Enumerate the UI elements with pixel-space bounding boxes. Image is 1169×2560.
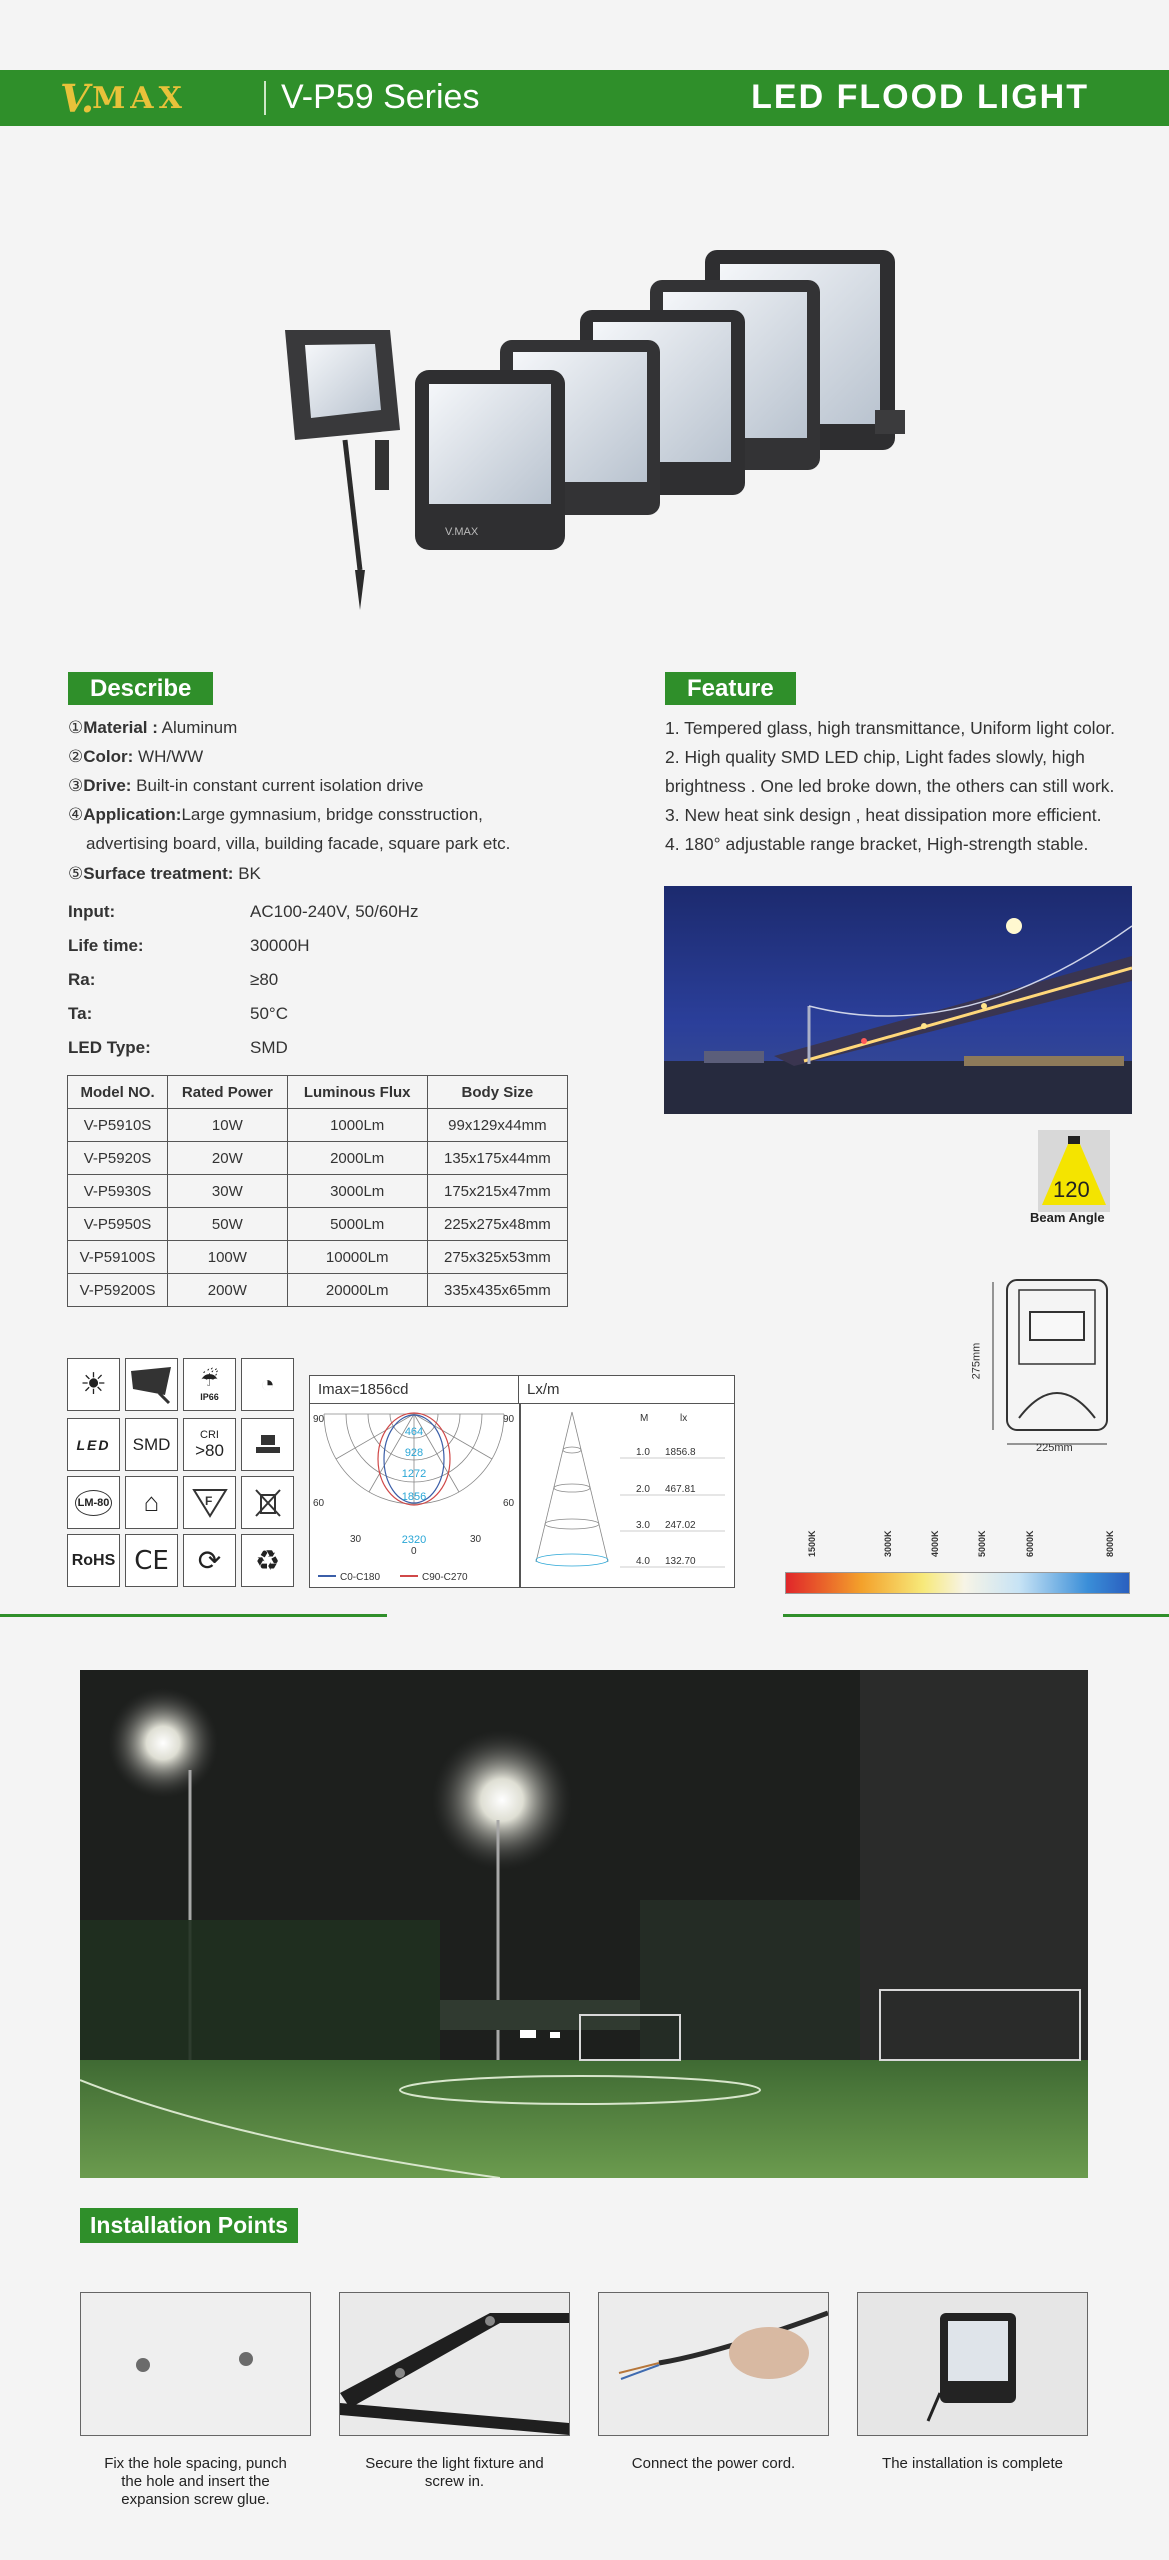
table-row	[68, 1175, 568, 1208]
install-step-2-caption	[339, 2455, 570, 2491]
table-cell: 100W	[168, 1241, 288, 1274]
angle-label: 90	[313, 1414, 325, 1425]
table-header-cell: Rated Power	[168, 1076, 288, 1109]
bridge-night-photo	[664, 886, 1132, 1114]
photometric-diagram	[309, 1375, 735, 1588]
table-cell: 20000Lm	[287, 1274, 427, 1307]
caption-line: Connect the power cord.	[631, 2455, 796, 2472]
item-number: ⑤	[68, 864, 84, 883]
cri-label: CRI	[200, 1428, 219, 1441]
caption-line: The installation is complete	[882, 2455, 1063, 2472]
ip66-label: IP66	[200, 1392, 219, 1402]
describe-item-surface	[68, 864, 261, 884]
item-label: Application:	[83, 805, 182, 824]
item-value: BK	[233, 864, 261, 883]
smd-icon	[125, 1418, 178, 1471]
table-header-cell: Body Size	[427, 1076, 567, 1109]
angle-label: 60	[503, 1498, 515, 1509]
cct-label: 8000K	[1105, 1530, 1115, 1557]
caption-line: the hole and insert the	[121, 2473, 270, 2490]
table-cell: 10000Lm	[287, 1241, 427, 1274]
describe-item-material	[68, 718, 237, 738]
lxm-label: Lx/m	[527, 1381, 560, 1398]
spec-ra-label: Ra:	[68, 970, 96, 989]
table-row	[68, 1109, 568, 1142]
illuminance-lux: 467.81	[665, 1484, 696, 1495]
spec-ledtype-value: SMD	[250, 1038, 288, 1057]
beam-angle-label: Beam Angle	[1030, 1210, 1105, 1225]
svg-text:F: F	[204, 1493, 212, 1508]
feature-line: 1. Tempered glass, high transmittance, Uniform light color.	[665, 718, 1116, 738]
logo-text: MAX	[92, 80, 187, 116]
feature-line: brightness . One led broke down, the others can still work.	[665, 776, 1115, 796]
table-cell: 30W	[168, 1175, 288, 1208]
table-cell: V-P59100S	[68, 1241, 168, 1274]
table-cell: 99x129x44mm	[427, 1109, 567, 1142]
spec-ta-value: 50°C	[250, 1004, 288, 1023]
illuminance-lux: 247.02	[665, 1520, 696, 1531]
polar-value-label: 2320	[401, 1534, 427, 1546]
table-cell: V-P5920S	[68, 1142, 168, 1175]
spec-lifetime-label: Life time:	[68, 936, 144, 955]
illuminance-distance: 3.0	[636, 1520, 650, 1531]
item-number: ④	[68, 805, 84, 824]
polar-value-label: 464	[404, 1426, 424, 1438]
install-step-3-photo	[598, 2292, 829, 2436]
spec-ledtype-label: LED Type:	[68, 1038, 151, 1057]
logo-mark: V.	[60, 75, 93, 121]
ce-label: CE	[134, 1545, 169, 1576]
table-cell: 3000Lm	[287, 1175, 427, 1208]
svg-text:V.MAX: V.MAX	[445, 526, 479, 538]
table-cell: V-P5930S	[68, 1175, 168, 1208]
series-title: V-P59 Series	[281, 78, 480, 116]
section-divider	[783, 1614, 1169, 1617]
item-value: Large gymnasium, bridge consstruction,	[181, 805, 483, 824]
spec-ta-label: Ta:	[68, 1004, 93, 1023]
table-cell: 5000Lm	[287, 1208, 427, 1241]
models-table	[67, 1075, 568, 1307]
polar-value-label: 1272	[401, 1468, 427, 1480]
rohs-icon	[67, 1534, 120, 1587]
polar-value-label: 928	[404, 1447, 424, 1459]
product-lineup-image	[275, 240, 935, 620]
install-step-4-caption	[857, 2455, 1088, 2473]
angle-label: 30	[350, 1534, 362, 1545]
item-label: Material :	[83, 718, 158, 737]
item-value: advertising board, villa, building facade, square park etc.	[86, 834, 511, 853]
feature-line: 2. High quality SMD LED chip, Light fades slowly, high	[665, 747, 1085, 767]
cct-gradient-bar	[785, 1572, 1130, 1594]
caption-line: expansion screw glue.	[121, 2491, 270, 2508]
describe-heading: Describe	[68, 672, 213, 705]
cct-label: 1500K	[807, 1530, 817, 1557]
ip66-icon: ☔ IP66	[183, 1358, 236, 1411]
angle-label: 60	[313, 1498, 325, 1509]
smd-label: SMD	[132, 1434, 171, 1454]
spec-lifetime-value: 30000H	[250, 936, 310, 955]
dimension-width: 225mm	[1036, 1442, 1073, 1454]
describe-item-application	[68, 805, 483, 825]
feature-heading: Feature	[665, 672, 796, 705]
table-row	[68, 1208, 568, 1241]
mount-icon	[241, 1418, 294, 1471]
angle-label: 90	[503, 1414, 515, 1425]
caption-line: Secure the light fixture and	[365, 2455, 544, 2472]
cri-value: >80	[195, 1440, 224, 1460]
led-label: LED	[76, 1436, 111, 1453]
table-cell: V-P59200S	[68, 1274, 168, 1307]
brand-logo	[60, 76, 187, 120]
table-cell: 10W	[168, 1109, 288, 1142]
item-value: WH/WW	[133, 747, 204, 766]
item-label: Color:	[83, 747, 134, 766]
table-row	[68, 1241, 568, 1274]
spec-ra-value: ≥80	[250, 970, 279, 989]
spec-input-label: Input:	[68, 902, 116, 921]
imax-cell	[310, 1376, 519, 1404]
table-header-cell: Luminous Flux	[287, 1076, 427, 1109]
table-header-row	[68, 1076, 568, 1109]
table-cell: 2000Lm	[287, 1142, 427, 1175]
item-number: ③	[68, 776, 84, 795]
beam-angle-value: 120	[1053, 1177, 1090, 1202]
angle-bracket-icon	[125, 1358, 178, 1411]
legend-c0: C0-C180	[340, 1572, 381, 1583]
install-step-1-photo	[80, 2292, 311, 2436]
weee-bin-icon	[241, 1476, 294, 1529]
lifetime-icon: ◔	[241, 1358, 294, 1411]
item-value: Built-in constant current isolation drive	[131, 776, 424, 795]
install-step-4-photo	[857, 2292, 1088, 2436]
table-cell: 175x215x47mm	[427, 1175, 567, 1208]
table-cell: 20W	[168, 1142, 288, 1175]
indoor-house-icon: ⌂	[125, 1476, 178, 1529]
install-step-1-caption	[80, 2455, 311, 2509]
lm80-icon	[67, 1476, 120, 1529]
cct-color-scale	[785, 1525, 1130, 1600]
f-mark-icon	[183, 1476, 236, 1529]
installation-heading: Installation Points	[80, 2208, 298, 2243]
illuminance-lux: 132.70	[665, 1556, 696, 1567]
describe-item-application-cont	[86, 834, 510, 854]
table-cell: 135x175x44mm	[427, 1142, 567, 1175]
ce-icon	[125, 1534, 178, 1587]
product-type-title: LED FLOOD LIGHT	[751, 78, 1089, 116]
table-cell: 225x275x48mm	[427, 1208, 567, 1241]
illuminance-head-m: M	[640, 1413, 649, 1424]
led-icon	[67, 1418, 120, 1471]
cct-label: 4000K	[930, 1530, 940, 1557]
install-step-2-photo	[339, 2292, 570, 2436]
header-banner	[0, 70, 1169, 126]
polar-curve-plot	[310, 1404, 519, 1589]
illuminance-cone-plot	[520, 1404, 734, 1589]
cct-label: 3000K	[883, 1530, 893, 1557]
dimension-height: 275mm	[970, 1342, 983, 1380]
recycle-icon: ♻	[241, 1534, 294, 1587]
cri-icon	[183, 1418, 236, 1471]
polar-value-label: 1856	[401, 1491, 427, 1503]
table-cell: 50W	[168, 1208, 288, 1241]
brightness-icon: ☀	[67, 1358, 120, 1411]
caption-line: screw in.	[424, 2473, 485, 2490]
feature-line: 3. New heat sink design , heat dissipation more efficient.	[665, 805, 1102, 825]
header-divider	[264, 81, 266, 115]
illuminance-lux: 1856.8	[665, 1447, 696, 1458]
dimension-drawing	[985, 1278, 1115, 1458]
legend-c90: C90-C270	[422, 1572, 468, 1583]
section-divider	[0, 1614, 387, 1617]
caption-line: Fix the hole spacing, punch	[104, 2455, 287, 2472]
lxm-cell	[519, 1376, 734, 1404]
table-header-cell: Model NO.	[68, 1076, 168, 1109]
angle-label: 30	[470, 1534, 482, 1545]
illuminance-distance: 2.0	[636, 1484, 650, 1495]
install-step-3-caption	[598, 2455, 829, 2473]
table-cell: 275x325x53mm	[427, 1241, 567, 1274]
football-field-night-photo	[80, 1670, 1088, 2178]
energy-icon: ⟳	[183, 1534, 236, 1587]
cct-label: 6000K	[1025, 1530, 1035, 1557]
item-value: Aluminum	[157, 718, 238, 737]
angle-label: 0	[411, 1546, 417, 1557]
table-cell: V-P5910S	[68, 1109, 168, 1142]
table-cell: 335x435x65mm	[427, 1274, 567, 1307]
table-cell: 200W	[168, 1274, 288, 1307]
illuminance-head-lx: lx	[680, 1413, 688, 1424]
item-label: Drive:	[83, 776, 132, 795]
illuminance-distance: 1.0	[636, 1447, 650, 1458]
rohs-label: RoHS	[71, 1551, 116, 1569]
imax-label: Imax=1856cd	[318, 1381, 409, 1398]
describe-item-drive	[68, 776, 423, 796]
cct-label: 5000K	[977, 1530, 987, 1557]
lm80-label: LM-80	[75, 1490, 113, 1516]
illuminance-distance: 4.0	[636, 1556, 650, 1567]
table-cell: 1000Lm	[287, 1109, 427, 1142]
table-row	[68, 1142, 568, 1175]
spec-input-value: AC100-240V, 50/60Hz	[250, 902, 419, 921]
item-label: Surface treatment:	[83, 864, 234, 883]
feature-line: 4. 180° adjustable range bracket, High-strength stable.	[665, 834, 1089, 854]
item-number: ①	[68, 718, 84, 737]
table-row	[68, 1274, 568, 1307]
item-number: ②	[68, 747, 84, 766]
describe-item-color	[68, 747, 203, 767]
table-cell: V-P5950S	[68, 1208, 168, 1241]
